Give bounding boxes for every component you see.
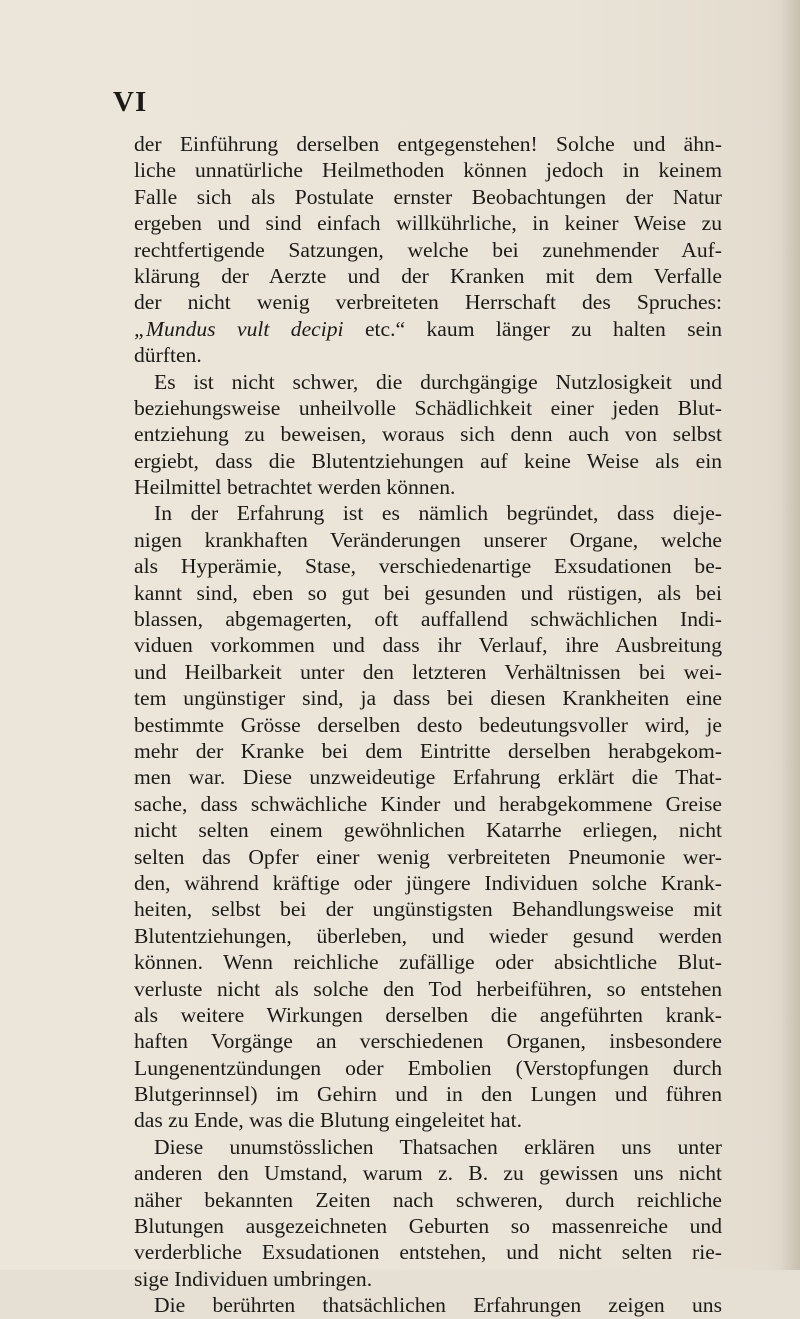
text-line: kannt sind, eben so gut bei gesunden und rüstigen, als bei bbox=[134, 580, 722, 605]
text-line: Falle sich als Postulate ernster Beobachtungen der Natur bbox=[134, 184, 722, 209]
text-line: In der Erfahrung ist es nämlich begründet, dass dieje- bbox=[154, 501, 722, 526]
text-line: den, während kräftige oder jüngere Individuen solche Krank- bbox=[134, 870, 722, 895]
text-line: sache, dass schwächliche Kinder und herabgekommene Greise bbox=[134, 791, 722, 816]
text-line: selten das Opfer einer wenig verbreiteten Pneumonie wer- bbox=[134, 844, 722, 869]
page-number: VI bbox=[113, 86, 148, 118]
text-line: dürften. bbox=[134, 343, 202, 368]
text-line: blassen, abgemagerten, oft auffallend schwächlichen Indi- bbox=[134, 607, 722, 632]
text-line: Diese unumstösslichen Thatsachen erklären uns unter bbox=[154, 1134, 722, 1159]
text-line: verderbliche Exsudationen entstehen, und nicht selten rie- bbox=[134, 1240, 722, 1265]
text-line: liche unnatürliche Heilmethoden können jedoch in keinem bbox=[134, 158, 722, 183]
text-line: tem ungünstiger sind, ja dass bei diesen Krankheiten eine bbox=[134, 686, 722, 711]
text-line: Blutungen ausgezeichneten Geburten so massenreiche und bbox=[134, 1214, 722, 1239]
text-line: näher bekannten Zeiten nach schweren, durch reichliche bbox=[134, 1187, 722, 1212]
text-line: rechtfertigende Satzungen, welche bei zunehmender Auf- bbox=[134, 237, 722, 262]
text-line: ergeben und sind einfach willkührliche, in keiner Weise zu bbox=[134, 211, 722, 236]
text-line: und Heilbarkeit unter den letzteren Verhältnissen bei wei- bbox=[134, 659, 722, 684]
text-line: bestimmte Grösse derselben desto bedeutungsvoller wird, je bbox=[134, 712, 722, 737]
text-line: als Hyperämie, Stase, verschiedenartige Exsudationen be- bbox=[134, 554, 722, 579]
text-line: entziehung zu beweisen, woraus sich denn auch von selbst bbox=[134, 422, 722, 447]
text-line: Es ist nicht schwer, die durchgängige Nutzlosigkeit und bbox=[154, 369, 722, 394]
text-line: sige Individuen umbringen. bbox=[134, 1266, 373, 1291]
text-line: mehr der Kranke bei dem Eintritte derselben herabgekom- bbox=[134, 738, 722, 763]
text-line: Lungenentzündungen oder Embolien (Verstopfungen durch bbox=[134, 1055, 722, 1080]
text-line: ergiebt, dass die Blutentziehungen auf keine Weise als ein bbox=[134, 448, 722, 473]
text-line: nigen krankhaften Veränderungen unserer Organe, welche bbox=[134, 527, 722, 552]
text-line: heiten, selbst bei der ungünstigsten Behandlungsweise mit bbox=[134, 897, 722, 922]
line-remainder: etc.“ kaum länger zu halten sein bbox=[343, 316, 722, 341]
text-line: klärung der Aerzte und der Kranken mit dem Verfalle bbox=[134, 263, 722, 288]
text-line: haften Vorgänge an verschiedenen Organen, insbesondere bbox=[134, 1029, 722, 1054]
text-line bbox=[134, 316, 722, 342]
text-line: das zu Ende, was die Blutung eingeleitet hat. bbox=[134, 1108, 522, 1133]
body-text bbox=[134, 131, 722, 1319]
text-line: Heilmittel betrachtet werden können. bbox=[134, 475, 456, 500]
text-line: men war. Diese unzweideutige Erfahrung erklärt die That- bbox=[134, 765, 722, 790]
text-line: Die berührten thatsächlichen Erfahrungen zeigen uns bbox=[154, 1293, 722, 1318]
text-line: der nicht wenig verbreiteten Herrschaft des Spruches: bbox=[134, 290, 722, 315]
text-line: Blutgerinnsel) im Gehirn und in den Lungen und führen bbox=[134, 1082, 722, 1107]
italic-phrase: „Mundus vult decipi bbox=[134, 316, 344, 341]
text-line: anderen den Umstand, warum z. B. zu gewissen uns nicht bbox=[134, 1161, 722, 1186]
text-line: verluste nicht als solche den Tod herbeiführen, so entstehen bbox=[134, 976, 722, 1001]
text-line: beziehungsweise unheilvolle Schädlichkeit einer jeden Blut- bbox=[134, 395, 722, 420]
text-line: der Einführung derselben entgegenstehen! Solche und ähn- bbox=[134, 132, 722, 156]
text-line: nicht selten einem gewöhnlichen Katarrhe erliegen, nicht bbox=[134, 818, 722, 843]
text-line: viduen vorkommen und dass ihr Verlauf, ihre Ausbreitung bbox=[134, 633, 722, 658]
text-line: als weitere Wirkungen derselben die angeführten krank- bbox=[134, 1002, 722, 1027]
text-line: können. Wenn reichliche zufällige oder absichtliche Blut- bbox=[134, 950, 722, 975]
text-line: Blutentziehungen, überleben, und wieder gesund werden bbox=[134, 923, 722, 948]
page-edge-shadow bbox=[782, 0, 800, 1270]
